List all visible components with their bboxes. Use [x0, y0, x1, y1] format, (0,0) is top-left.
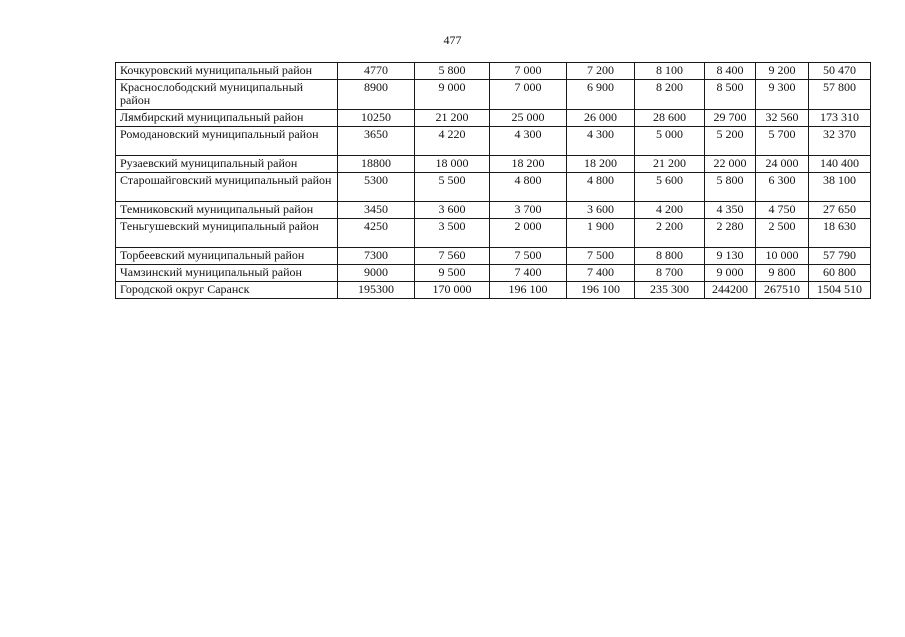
- value-cell: 29 700: [705, 110, 756, 127]
- value-cell: 18 200: [490, 156, 567, 173]
- value-cell: 170 000: [415, 282, 490, 299]
- value-cell: 5 800: [705, 173, 756, 202]
- value-cell: 9 130: [705, 248, 756, 265]
- value-cell: 267510: [756, 282, 809, 299]
- table-row: [116, 156, 871, 173]
- value-cell: 32 560: [756, 110, 809, 127]
- district-name-cell: Старошайговский муниципальный район: [116, 173, 338, 202]
- table-row: [116, 248, 871, 265]
- value-cell: 9 000: [415, 80, 490, 110]
- value-cell: 8 400: [705, 63, 756, 80]
- value-cell: 4 300: [567, 127, 635, 156]
- value-cell: 2 000: [490, 219, 567, 248]
- value-cell: 7 560: [415, 248, 490, 265]
- value-cell: 4 750: [756, 202, 809, 219]
- value-cell: 7 000: [490, 63, 567, 80]
- value-cell: 57 800: [809, 80, 871, 110]
- value-cell: 1 900: [567, 219, 635, 248]
- value-cell: 60 800: [809, 265, 871, 282]
- district-name-cell: Городской округ Саранск: [116, 282, 338, 299]
- value-cell: 9 000: [705, 265, 756, 282]
- value-cell: 8 200: [635, 80, 705, 110]
- value-cell: 196 100: [567, 282, 635, 299]
- value-cell: 2 200: [635, 219, 705, 248]
- value-cell: 21 200: [415, 110, 490, 127]
- district-name-cell: Торбеевский муниципальный район: [116, 248, 338, 265]
- value-cell: 4250: [338, 219, 415, 248]
- value-cell: 2 280: [705, 219, 756, 248]
- value-cell: 7 400: [567, 265, 635, 282]
- table-body: [116, 63, 871, 299]
- value-cell: 25 000: [490, 110, 567, 127]
- value-cell: 235 300: [635, 282, 705, 299]
- value-cell: 8 500: [705, 80, 756, 110]
- table-row: [116, 219, 871, 248]
- value-cell: 2 500: [756, 219, 809, 248]
- value-cell: 4 220: [415, 127, 490, 156]
- value-cell: 9000: [338, 265, 415, 282]
- value-cell: 6 300: [756, 173, 809, 202]
- value-cell: 7 000: [490, 80, 567, 110]
- value-cell: 4 300: [490, 127, 567, 156]
- table-row: [116, 265, 871, 282]
- value-cell: 5300: [338, 173, 415, 202]
- value-cell: 18800: [338, 156, 415, 173]
- value-cell: 18 630: [809, 219, 871, 248]
- district-name-cell: Чамзинский муниципальный район: [116, 265, 338, 282]
- value-cell: 27 650: [809, 202, 871, 219]
- value-cell: 21 200: [635, 156, 705, 173]
- district-name-cell: Лямбирский муниципальный район: [116, 110, 338, 127]
- value-cell: 195300: [338, 282, 415, 299]
- value-cell: 57 790: [809, 248, 871, 265]
- table-row: [116, 80, 871, 110]
- value-cell: 32 370: [809, 127, 871, 156]
- value-cell: 5 600: [635, 173, 705, 202]
- value-cell: 6 900: [567, 80, 635, 110]
- table-row: [116, 110, 871, 127]
- value-cell: 3 500: [415, 219, 490, 248]
- value-cell: 3 700: [490, 202, 567, 219]
- value-cell: 7 500: [490, 248, 567, 265]
- value-cell: 8900: [338, 80, 415, 110]
- value-cell: 9 800: [756, 265, 809, 282]
- value-cell: 4770: [338, 63, 415, 80]
- value-cell: 7 400: [490, 265, 567, 282]
- value-cell: 8 100: [635, 63, 705, 80]
- district-name-cell: Рузаевский муниципальный район: [116, 156, 338, 173]
- value-cell: 9 300: [756, 80, 809, 110]
- value-cell: 3650: [338, 127, 415, 156]
- value-cell: 7 500: [567, 248, 635, 265]
- table-row: [116, 63, 871, 80]
- value-cell: 18 000: [415, 156, 490, 173]
- value-cell: 4 800: [490, 173, 567, 202]
- value-cell: 10 000: [756, 248, 809, 265]
- value-cell: 50 470: [809, 63, 871, 80]
- value-cell: 18 200: [567, 156, 635, 173]
- value-cell: 196 100: [490, 282, 567, 299]
- district-name-cell: Краснослободский муниципальный район: [116, 80, 338, 110]
- value-cell: 4 800: [567, 173, 635, 202]
- page-number: 477: [443, 33, 462, 47]
- district-name-cell: Ромодановский муниципальный район: [116, 127, 338, 156]
- value-cell: 9 500: [415, 265, 490, 282]
- value-cell: 26 000: [567, 110, 635, 127]
- value-cell: 4 350: [705, 202, 756, 219]
- district-name-cell: Теньгушевский муниципальный район: [116, 219, 338, 248]
- table-row: [116, 173, 871, 202]
- value-cell: 5 000: [635, 127, 705, 156]
- value-cell: 5 800: [415, 63, 490, 80]
- value-cell: 1504 510: [809, 282, 871, 299]
- value-cell: 8 700: [635, 265, 705, 282]
- district-data-table: [115, 62, 871, 299]
- value-cell: 244200: [705, 282, 756, 299]
- value-cell: 3450: [338, 202, 415, 219]
- table-row: [116, 127, 871, 156]
- value-cell: 5 700: [756, 127, 809, 156]
- value-cell: 7 200: [567, 63, 635, 80]
- table-row: [116, 202, 871, 219]
- value-cell: 4 200: [635, 202, 705, 219]
- value-cell: 5 200: [705, 127, 756, 156]
- value-cell: 5 500: [415, 173, 490, 202]
- value-cell: 140 400: [809, 156, 871, 173]
- value-cell: 9 200: [756, 63, 809, 80]
- value-cell: 22 000: [705, 156, 756, 173]
- district-name-cell: Кочкуровский муниципальный район: [116, 63, 338, 80]
- value-cell: 3 600: [415, 202, 490, 219]
- district-name-cell: Темниковский муниципальный район: [116, 202, 338, 219]
- value-cell: 8 800: [635, 248, 705, 265]
- value-cell: 3 600: [567, 202, 635, 219]
- value-cell: 7300: [338, 248, 415, 265]
- value-cell: 24 000: [756, 156, 809, 173]
- table-row: [116, 282, 871, 299]
- value-cell: 38 100: [809, 173, 871, 202]
- value-cell: 28 600: [635, 110, 705, 127]
- value-cell: 173 310: [809, 110, 871, 127]
- value-cell: 10250: [338, 110, 415, 127]
